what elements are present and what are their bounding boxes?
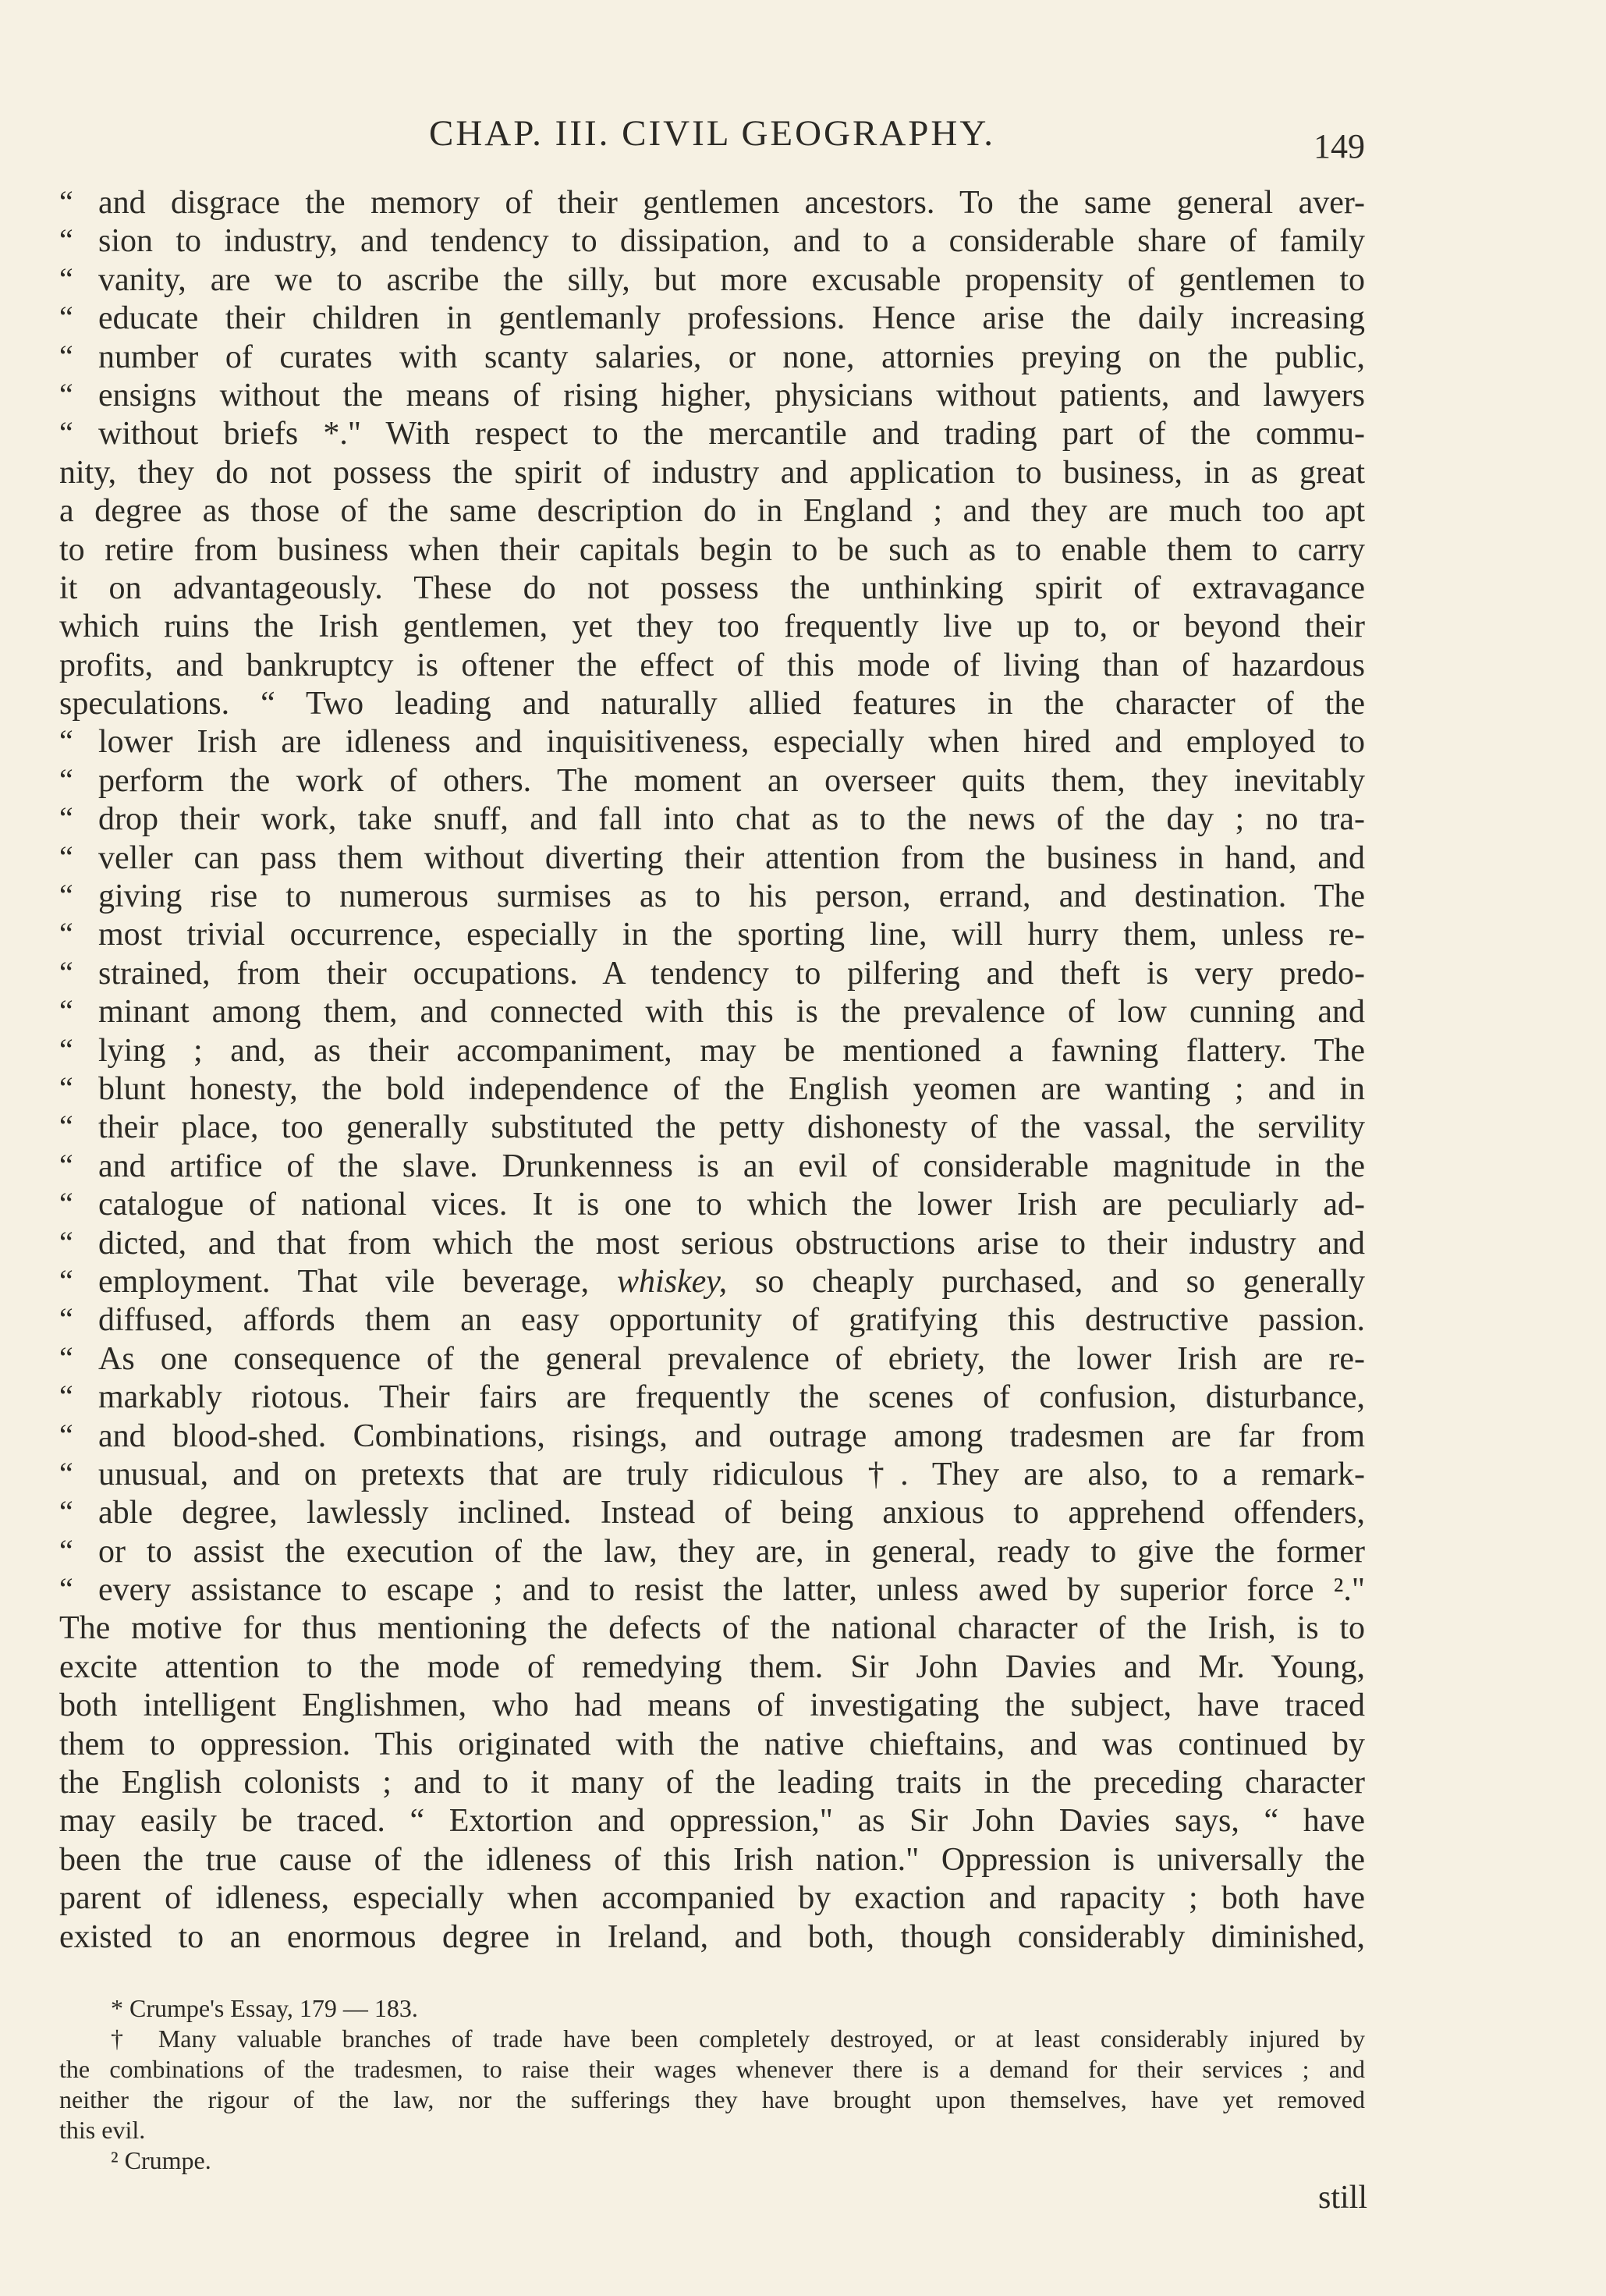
body-line xyxy=(59,1070,1365,1109)
body-line-text: every assistance to escape ; and to resist the latter, unless awed by superior force ²." xyxy=(98,1572,1365,1609)
body-line xyxy=(59,955,1365,993)
body-line-text: and artifice of the slave. Drunkenness is an evil of considerable magnitude in the xyxy=(98,1148,1365,1184)
body-line xyxy=(59,1571,1365,1609)
body-line-text: sion to industry, and tendency to dissipation, and to a considerable share of family xyxy=(98,223,1365,260)
body-line-text: may easily be traced. “ Extortion and oppression," as Sir John Davies says, “ have xyxy=(59,1803,1365,1840)
body-line xyxy=(59,647,1365,685)
page-number: 149 xyxy=(1314,127,1365,165)
footnote-dagger-line: neither the rigour of the law, nor the sufferings they have brought upon themselves, have yet removed xyxy=(59,2085,1365,2113)
body-line xyxy=(59,1879,1365,1918)
body-line-text: most trivial occurrence, especially in the sporting line, will hurry them, unless re- xyxy=(98,917,1365,953)
body-line-text: excite attention to the mode of remedying them. Sir John Davies and Mr. Young, xyxy=(59,1648,1365,1685)
body-line xyxy=(59,762,1365,800)
body-line xyxy=(59,1225,1365,1263)
body-line-text: unusual, and on pretexts that are truly ridiculous †. They are also, to a remark- xyxy=(98,1456,1365,1492)
page-header xyxy=(59,112,1365,167)
italic-word: whiskey, xyxy=(617,1263,728,1300)
body-line-text: catalogue of national vices. It is one to which the lower Irish are peculiarly ad- xyxy=(98,1187,1365,1223)
body-line-text: As one consequence of the general prevalence of ebriety, the lower Irish are re- xyxy=(98,1340,1365,1377)
body-line xyxy=(59,916,1365,954)
footnote-star: * Crumpe's Essay, 179 — 183. xyxy=(111,1994,418,2022)
footnotes xyxy=(59,1993,1365,2176)
body-line-text: nity, they do not possess the spirit of industry and application to business, in as great xyxy=(59,454,1365,491)
body-line xyxy=(59,1687,1365,1725)
body-line xyxy=(59,1148,1365,1186)
body-line xyxy=(59,1533,1365,1571)
catchword: still xyxy=(1317,2180,1367,2216)
body-line-text: educate their children in gentlemanly professions. Hence arise the daily increasing xyxy=(98,300,1365,337)
body-line-text: lower Irish are idleness and inquisitiveness, especially when hired and employed to xyxy=(98,724,1365,761)
body-line xyxy=(59,1109,1365,1147)
body-line-text: ensigns without the means of rising higher, physicians without patients, and lawyers xyxy=(98,377,1365,413)
body-line xyxy=(59,222,1365,261)
body-line-text: been the true cause of the idleness of this Irish nation." Oppression is universally the xyxy=(59,1841,1365,1878)
body-line-text: The motive for thus mentioning the defects of the national character of the Irish, is to xyxy=(59,1610,1365,1647)
body-line-text: parent of idleness, especially when accompanied by exaction and rapacity ; both have xyxy=(59,1880,1365,1917)
body-line-text: a degree as those of the same description do in England ; and they are much too apt xyxy=(59,493,1365,530)
body-line-text: number of curates with scanty salaries, or none, attornies preying on the public, xyxy=(98,339,1365,375)
body-line xyxy=(59,1494,1365,1532)
body-line-text: which ruins the Irish gentlemen, yet they too frequently live up to, or beyond their xyxy=(59,609,1365,645)
body-line xyxy=(59,1802,1365,1840)
body-line xyxy=(59,300,1365,338)
body-text xyxy=(59,184,1365,1957)
body-line xyxy=(59,685,1365,723)
body-line-text: them to oppression. This originated with the native chieftains, and was continued by xyxy=(59,1726,1365,1762)
body-line-text: giving rise to numerous surmises as to his person, errand, and destination. The xyxy=(98,878,1365,915)
body-line-text: dicted, and that from which the most serious obstructions arise to their industry and xyxy=(98,1225,1365,1262)
body-line-text: and disgrace the memory of their gentlemen ancestors. To the same general aver- xyxy=(98,185,1365,221)
body-line xyxy=(59,1648,1365,1687)
body-line xyxy=(59,1764,1365,1802)
body-line xyxy=(59,1918,1365,1957)
body-line xyxy=(59,608,1365,646)
body-line xyxy=(59,993,1365,1031)
body-line xyxy=(59,800,1365,839)
body-line xyxy=(59,723,1365,761)
body-line-text: and blood-shed. Combinations, risings, and outrage among tradesmen are far from xyxy=(98,1418,1365,1454)
body-line xyxy=(59,454,1365,492)
footnote-two: ² Crumpe. xyxy=(111,2146,211,2174)
body-line-text: profits, and bankruptcy is oftener the effect of this mode of living than of hazardous xyxy=(59,647,1365,683)
body-line-text: lying ; and, as their accompaniment, may be mentioned a fawning flattery. The xyxy=(98,1032,1365,1069)
body-line xyxy=(59,1301,1365,1340)
body-line-text: to retire from business when their capitals begin to be such as to enable them to carry xyxy=(59,531,1365,568)
body-line-text: the English colonists ; and to it many of the leading traits in the preceding character xyxy=(59,1765,1365,1801)
body-line-text: existed to an enormous degree in Ireland, and both, though considerably diminished, xyxy=(59,1918,1365,1955)
body-line-text: both intelligent Englishmen, who had means of investigating the subject, have traced xyxy=(59,1687,1365,1724)
body-line xyxy=(59,339,1365,377)
body-line xyxy=(59,1032,1365,1070)
body-line-text: veller can pass them without diverting their attention from the business in hand, and xyxy=(98,839,1365,876)
body-line-text: vanity, are we to ascribe the silly, but more excusable propensity of gentlemen to xyxy=(98,261,1365,298)
body-line-text: diffused, affords them an easy opportunity of gratifying this destructive passion. xyxy=(98,1302,1365,1339)
body-line xyxy=(59,261,1365,300)
body-line xyxy=(59,415,1365,453)
body-line xyxy=(59,1340,1365,1379)
body-line-text: their place, too generally substituted the petty dishonesty of the vassal, the servility xyxy=(98,1109,1365,1146)
body-line-text: or to assist the execution of the law, they are, in general, ready to give the former xyxy=(98,1533,1365,1570)
body-line-text: able degree, lawlessly inclined. Instead of being anxious to apprehend offenders, xyxy=(98,1495,1365,1531)
body-line xyxy=(59,1456,1365,1494)
body-line xyxy=(59,1186,1365,1224)
body-line-text: so cheaply purchased, and so generally xyxy=(727,1263,1365,1300)
running-head: CHAP. III. CIVIL GEOGRAPHY. xyxy=(429,113,995,154)
footnote-dagger-line: this evil. xyxy=(59,2116,146,2144)
body-line xyxy=(59,1726,1365,1764)
body-line xyxy=(59,1609,1365,1648)
body-line-text: perform the work of others. The moment an overseer quits them, they inevitably xyxy=(98,762,1365,799)
body-line-text: employment. That vile beverage, xyxy=(98,1263,617,1300)
body-line-text: strained, from their occupations. A tendency to pilfering and theft is very predo- xyxy=(98,955,1365,992)
body-line-text: speculations. “ Two leading and naturally allied features in the character of the xyxy=(59,686,1365,722)
body-line xyxy=(59,184,1365,222)
body-line xyxy=(59,531,1365,570)
body-line xyxy=(59,377,1365,415)
body-line xyxy=(59,878,1365,916)
body-line-text: blunt honesty, the bold independence of the English yeomen are wanting ; and in xyxy=(98,1070,1365,1107)
body-line-text: drop their work, take snuff, and fall into chat as to the news of the day ; no tra- xyxy=(98,801,1365,838)
body-line xyxy=(59,1841,1365,1879)
footnote-dagger-line: the combinations of the tradesmen, to raise their wages whenever there is a demand for their services ; and xyxy=(59,2055,1365,2083)
body-line-text: it on advantageously. These do not possess the unthinking spirit of extravagance xyxy=(59,570,1365,606)
body-line-text: markably riotous. Their fairs are frequently the scenes of confusion, disturbance, xyxy=(98,1379,1365,1416)
body-line xyxy=(59,492,1365,531)
body-line-text: minant among them, and connected with this is the prevalence of low cunning and xyxy=(98,994,1365,1031)
footnote-dagger-line: † Many valuable branches of trade have been completely destroyed, or at least considerably injured by xyxy=(111,2025,1365,2053)
body-line-text: without briefs *." With respect to the mercantile and trading part of the commu- xyxy=(98,416,1365,452)
body-line xyxy=(59,1379,1365,1417)
body-line xyxy=(59,1418,1365,1456)
body-line xyxy=(59,839,1365,878)
body-line xyxy=(59,570,1365,608)
body-line xyxy=(59,1263,1365,1301)
